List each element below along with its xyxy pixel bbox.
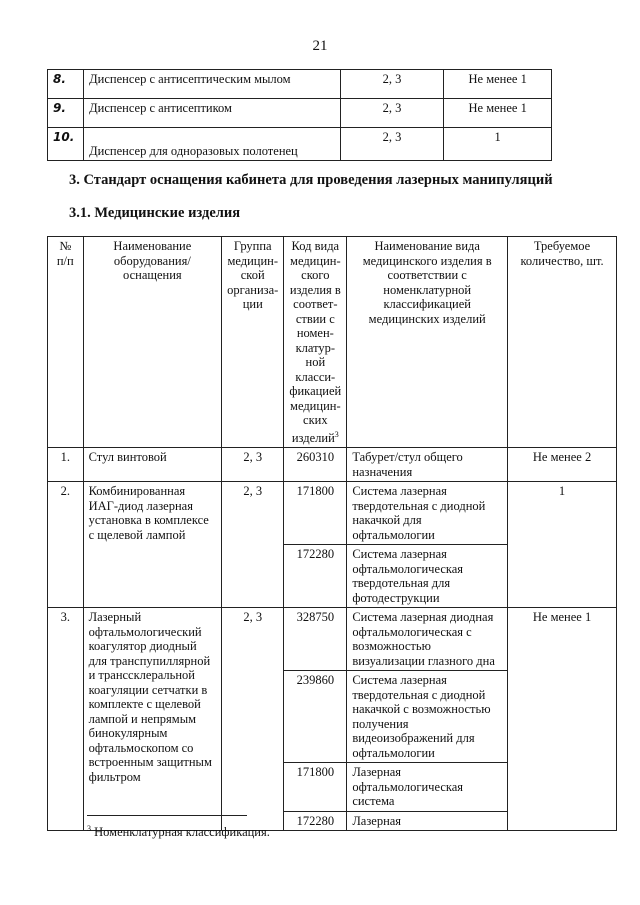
section-heading: 3. Стандарт оснащения кабинета для проведения лазерных манипуляций (69, 172, 553, 188)
device-code: 171800 (284, 482, 347, 545)
equipment-name: Диспенсер для одноразовых полотенец (84, 128, 340, 161)
device-type: Лазерная (347, 811, 508, 831)
row-number: 2. (48, 482, 84, 608)
footnote (87, 824, 270, 840)
device-code: 239860 (284, 671, 347, 763)
organization-group: 2, 3 (340, 128, 444, 161)
device-type: Система лазерная диодная офтальмологическая с возможностью визуализации глазного дна (347, 608, 508, 671)
previous-equipment-table (47, 69, 552, 161)
header-organization-group: Группа медицин-ской организа-ции (222, 237, 284, 448)
row-number: 8. (48, 70, 84, 99)
row-number: 9. (48, 99, 84, 128)
footnote-mark: 3 (334, 429, 339, 439)
page-number: 21 (312, 38, 328, 54)
table-row (48, 128, 552, 161)
row-number: 1. (48, 448, 84, 482)
required-quantity: Не менее 1 (444, 99, 552, 128)
required-quantity: 1 (508, 482, 617, 608)
device-code: 172280 (284, 545, 347, 608)
device-code: 171800 (284, 763, 347, 812)
header-device-type: Наименование вида медицинского изделия в соответствии с номенклатурной классификацией медицинских изделий (347, 237, 508, 448)
equipment-name: Диспенсер с антисептиком (84, 99, 340, 128)
required-quantity: Не менее 2 (508, 448, 617, 482)
table-row (48, 99, 552, 128)
header-device-code-text: Код вида медицин-ского изделия в соответ-ствии с номен-клатур-ной класси-фикацией медицин-ских изделий (289, 239, 342, 445)
device-type: Система лазерная твердотельная с диодной накачкой для офтальмологии (347, 482, 508, 545)
footnote-text: Номенклатурная классификация. (94, 825, 270, 840)
device-code: 172280 (284, 811, 347, 831)
medical-devices-table (47, 236, 617, 831)
required-quantity: Не менее 1 (508, 608, 617, 831)
equipment-name: Стул винтовой (83, 448, 222, 482)
table-row (48, 608, 617, 671)
device-type: Система лазерная офтальмологическая твердотельная для фотодеструкции (347, 545, 508, 608)
organization-group: 2, 3 (340, 70, 444, 99)
table-row (48, 70, 552, 99)
device-code: 328750 (284, 608, 347, 671)
header-equipment-name: Наименование оборудования/ оснащения (83, 237, 222, 448)
footnote-mark: 3 (87, 824, 91, 833)
device-code: 260310 (284, 448, 347, 482)
organization-group: 2, 3 (222, 448, 284, 482)
row-number: 10. (48, 128, 84, 161)
organization-group: 2, 3 (340, 99, 444, 128)
equipment-name: Лазерный офтальмологический коагулятор диодный для транспупиллярной и транссклеральной коагуляции сетчатки в комплекте с щелевой лампой и непрямым бинокулярным офтальмоскопом со встроенным защитным фильтром (83, 608, 222, 831)
device-type: Лазерная офтальмологическая система (347, 763, 508, 812)
organization-group: 2, 3 (222, 608, 284, 831)
table-row (48, 482, 617, 545)
subsection-heading: 3.1. Медицинские изделия (69, 205, 241, 221)
table-header-row (48, 237, 617, 448)
equipment-name: Комбинированная ИАГ-диод лазерная установка в комплексе с щелевой лампой (83, 482, 222, 608)
organization-group: 2, 3 (222, 482, 284, 608)
header-quantity: Требуемое количество, шт. (508, 237, 617, 448)
required-quantity: 1 (444, 128, 552, 161)
required-quantity: Не менее 1 (444, 70, 552, 99)
table-row (48, 448, 617, 482)
footnote-divider (87, 815, 247, 816)
device-type: Табурет/стул общего назначения (347, 448, 508, 482)
device-type: Система лазерная твердотельная с диодной накачкой с возможностью получения видеоизображений для офтальмологии (347, 671, 508, 763)
row-number: 3. (48, 608, 84, 831)
equipment-name: Диспенсер с антисептическим мылом (84, 70, 340, 99)
header-device-code (284, 237, 347, 448)
header-number: № п/п (48, 237, 84, 448)
